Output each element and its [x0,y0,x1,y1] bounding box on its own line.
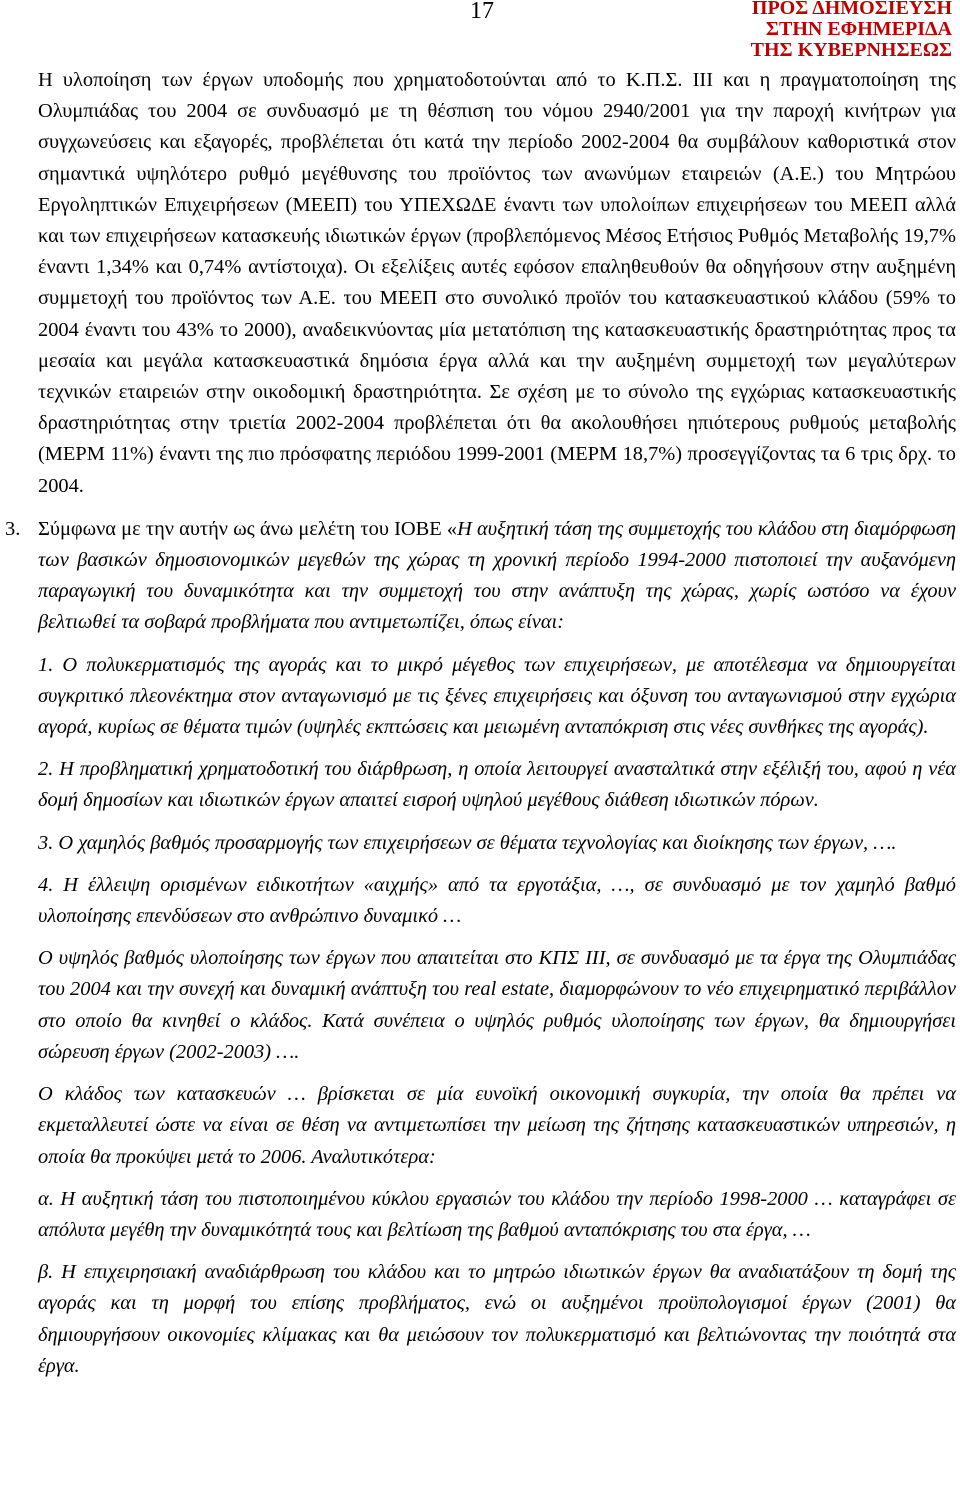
publication-note-line-2: ΣΤΗΝ ΕΦΗΜΕΡΙΔΑ [765,18,952,40]
paragraph-high-completion: Ο υψηλός βαθμός υλοποίησης των έργων που απαιτείται στο ΚΠΣ ΙΙΙ, σε συνδυασμό με τα έργα της Ολυμπιάδας του 2004 και την συνεχή και δυναμική ανάπτυξη του real estate, διαμορφώνουν το νέο επιχειρηματικό περιβάλλον στο οποίο θα κινηθεί ο κλάδος. Κατά συνέπεια ο υψηλός ρυθμός υλοποίησης των έργων, θα δημιουργήσει σώρευση έργων (2002-2003) …. [38,947,956,1063]
page-number: 17 [470,0,494,24]
point-a: α. Η αυξητική τάση του πιστοποιημένου κύκλου εργασιών του κλάδου την περίοδο 1998-2000 … καταγράφει σε απόλυτα μεγέθη την δυναμικότητά τους και βελτίωση της βαθμού ανταπόκρισης του στα έργα, … [38,1187,956,1241]
document-body [5,65,956,1382]
paragraph-construction-outlook: Η υλοποίηση των έργων υποδομής που χρηματοδοτούνται από το Κ.Π.Σ. ΙΙΙ και η πραγματοποίηση της Ολυμπιάδας του 2004 σε συνδυασμό με τη θέσπιση του νόμου 2940/2001 για την παροχή κινήτρων για συγχωνεύσεις και εξαγορές, προβλέπεται ότι κατά την περίοδο 2002-2004 θα συμβάλουν καθοριστικά στον σημαντικά υψηλότερο ρυθμό μεγέθυνσης του προϊόντος των ανωνύμων εταιρειών (Α.Ε.) του Μητρώου Εργοληπτικών Επιχειρήσεων (ΜΕΕΠ) του ΥΠΕΧΩΔΕ έναντι των υπολοίπων επιχειρήσεων του ΜΕΕΠ αλλά και των επιχειρήσεων κατασκευής ιδιωτικών έργων (προβλεπόμενος Μέσος Ετήσιος Ρυθμός Μεταβολής 19,7% έναντι 1,34% και 0,74% αντίστοιχα). Οι εξελίξεις αυτές εφόσον επαληθευθούν θα οδηγήσουν στην αυξημένη συμμετοχή του προϊόντος των Α.Ε. του ΜΕΕΠ στο συνολικό προϊόν του κατασκευαστικού κλάδου (59% το 2004 έναντι του 43% το 2000), αναδεικνύοντας μία μετατόπιση της κατασκευαστικής δραστηριότητας προς τα μεσαία και μεγάλα κατασκευαστικά δημόσια έργα αλλά και την αυξημένη συμμετοχή των μεγαλύτερων τεχνικών εταιρειών στην οικοδομική δραστηριότητα. Σε σχέση με το σύνολο της εγχώριας κατασκευαστικής δραστηριότητας στην τριετία 2002-2004 προβλέπεται ότι θα ακολουθήσει ηπιότερους ρυθμούς μεταβολής (ΜΕΡΜ 11%) έναντι της πιο πρόσφατης περιόδου 1999-2001 (ΜΕΡΜ 18,7%) προσεγγίζοντας τα 6 τρις δρχ. το 2004. [38,69,956,497]
publication-note-line-1: ΠΡΟΣ ΔΗΜΟΣΙΕΥΣΗ [751,0,952,19]
point-b: β. Η επιχειρησιακή αναδιάρθρωση του κλάδου και το μητρώο ιδιωτικών έργων θα αναδιατάξουν τη δομή της αγοράς και τη μορφή του επίσης προβλήματος, ενώ οι αυξημένοι προϋπολογισμοί έργων (2001) θα δημιουργήσουν οικονομίες κλίμακας και θα μειώσουν τον πολυκερματισμό και βελτιώνοντας την ποιότητά στα έργα. [38,1261,956,1377]
numbered-paragraph-3 [5,514,956,639]
problem-2: 2. Η προβληματική χρηματοδοτική του διάρθρωση, η οποία λειτουργεί ανασταλτικά στην εξέλιξή του, αφού η νέα δομή δημοσίων και ιδιωτικών έργων απαιτεί εισροή υψηλού μεγέθους διάθεση ιδιωτικών πόρων. [38,758,956,812]
quoted-passage: Η αυξητική τάση της συμμετοχής του κλάδου στη διαμόρφωση των βασικών δημοσιονομικών μεγεθών της χώρας τη χρονική περίοδο 1994-2000 πιστοποιεί την αυξανόμενη παραγωγική του δυναμικότητα και την συμμετοχή του στην ανάπτυξη της χώρας, χωρίς ωστόσο να έχουν βελτιωθεί τα σοβαρά προβλήματα που αντιμετωπίζει, όπως είναι: [38,517,956,634]
problem-1: 1. Ο πολυκερματισμός της αγοράς και το μικρό μέγεθος των επιχειρήσεων, με αποτέλεσμα να δημιουργείται συγκριτικό πλεονέκτημα στον ανταγωνισμό με τις ξένες επιχειρήσεις και όξυνση του ανταγωνισμού στην εγχώρια αγορά, κυρίως σε θέματα τιμών (υψηλές εκπτώσεις και μειωμένη ανταπόκριση στις νέες συνθήκες της αγοράς). [38,653,956,739]
paragraph-intro: Σύμφωνα με την αυτήν ως άνω μελέτη του ΙΟΒΕ « [38,517,458,540]
problem-4: 4. Η έλλειψη ορισμένων ειδικοτήτων «αιχμής» από τα εργοτάξια, …, σε συνδυασμό με τον χαμηλό βαθμό υλοποίησης επενδύσεων στο ανθρώπινο δυναμικό … [38,873,956,928]
publication-note [751,0,952,61]
problem-3: 3. Ο χαμηλός βαθμός προσαρμογής των επιχειρήσεων σε θέματα τεχνολογίας και διοίκησης των έργων, …. [38,831,897,854]
paragraph-sector-outlook: Ο κλάδος των κατασκευών … βρίσκεται σε μία ευνοϊκή οικονομική συγκυρία, την οποία θα πρέπει να εκμεταλλευτεί ώστε να είναι σε θέση να αντιμετωπίσει την μείωση της ζήτησης κατασκευαστικών υπηρεσιών, η οποία θα προκύψει μετά το 2006. Αναλυτικότερα: [38,1083,956,1168]
publication-note-line-3: ΤΗΣ ΚΥΒΕΡΝΗΣΕΩΣ [750,39,952,61]
paragraph-number: 3. [5,517,21,540]
